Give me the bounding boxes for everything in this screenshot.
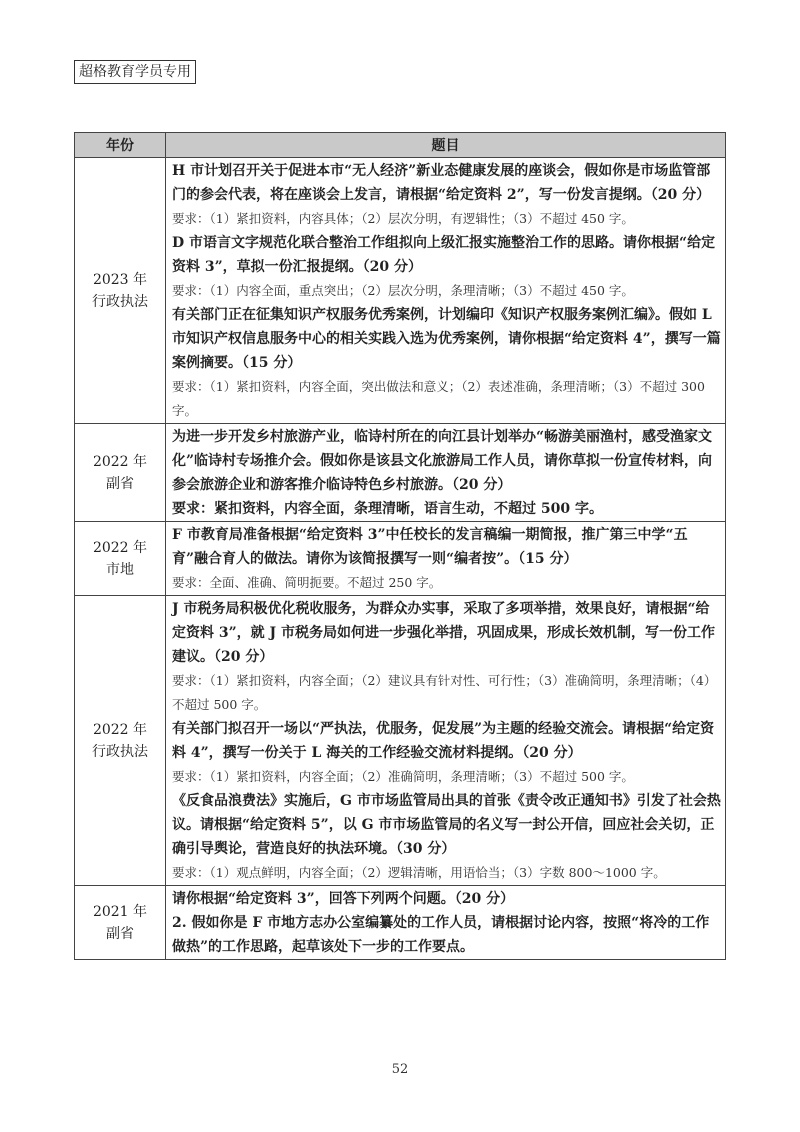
question-text: 2. 假如你是 F 市地方志办公室编纂处的工作人员，请根据讨论内容，按照“将冷的工作做热”的工作思路，起草该处下一步的工作要点。 <box>172 915 710 955</box>
question-text: D 市语言文字规范化联合整治工作组拟向上级汇报实施整治工作的思路。请你根据“给定资料 3”，草拟一份汇报提纲。（20 分） <box>172 235 716 275</box>
question-text: 要求：紧扣资料，内容全面，条理清晰，语言生动，不超过 500 字。 <box>172 501 603 517</box>
year-cell <box>75 596 166 886</box>
question-requirements: 要求：（1）紧扣资料，内容全面，突出做法和意义；（2）表述准确，条理清晰；（3）不超过 300 字。 <box>172 379 705 418</box>
question-text: F 市教育局准备根据“给定资料 3”中任校长的发言稿编一期简报，推广第三中学“五育”融合育人的做法。请你为该简报撰写一则“编者按”。（15 分） <box>172 527 688 567</box>
year-cell <box>75 886 166 960</box>
question-cell <box>166 886 726 960</box>
year-label: 2021 年 <box>92 903 148 920</box>
year-label: 2022 年 <box>92 539 148 556</box>
question-requirements: 要求：（1）观点鲜明，内容全面；（2）逻辑清晰，用语恰当；（3）字数 800～1000 字。 <box>172 865 666 880</box>
table-row <box>75 158 726 424</box>
question-cell <box>166 596 726 886</box>
question-text: 请你根据“给定资料 3”，回答下列两个问题。（20 分） <box>172 891 515 907</box>
question-text: 《反食品浪费法》实施后，G 市市场监管局出具的首张《责令改正通知书》引发了社会热议。请根据“给定资料 5”，以 G 市市场监管局的名义写一封公开信，回应社会关切，正确引导舆论，营造良好的执法环境。（30 分） <box>172 793 721 857</box>
question-text: 有关部门正在征集知识产权服务优秀案例，计划编印《知识产权服务案例汇编》。假如 L 市知识产权信息服务中心的相关实践入选为优秀案例，请你根据“给定资料 4”，撰写一篇案例摘要。（15 分） <box>172 307 721 371</box>
question-text: J 市税务局积极优化税收服务，为群众办实事，采取了多项举措，效果良好，请根据“给定资料 3”，就 J 市税务局如何进一步强化举措，巩固成果，形成长效机制，写一份工作建议。（20 分） <box>172 601 716 665</box>
questions-table <box>74 132 726 960</box>
question-cell <box>166 158 726 424</box>
table-row <box>75 424 726 522</box>
question-text: 为进一步开发乡村旅游产业，临诗村所在的向江县计划举办“畅游美丽渔村，感受渔家文化”临诗村专场推介会。假如你是该县文化旅游局工作人员，请你草拟一份宣传材料，向参会旅游企业和游客推介临诗特色乡村旅游。（20 分） <box>172 429 713 493</box>
table-row <box>75 522 726 596</box>
question-text: H 市计划召开关于促进本市“无人经济”新业态健康发展的座谈会，假如你是市场监管部门的参会代表，将在座谈会上发言，请根据“给定资料 2”，写一份发言提纲。（20 分） <box>172 163 711 203</box>
table-row <box>75 886 726 960</box>
exam-category: 副省 <box>106 925 134 942</box>
question-requirements: 要求：（1）内容全面，重点突出；（2）层次分明，条理清晰；（3）不超过 450 字。 <box>172 283 634 298</box>
question-requirements: 要求：（1）紧扣资料，内容具体；（2）层次分明，有逻辑性；（3）不超过 450 字。 <box>172 211 634 226</box>
table-row <box>75 596 726 886</box>
exam-category: 行政执法 <box>92 293 148 310</box>
page-number: 52 <box>391 1062 409 1077</box>
year-cell <box>75 522 166 596</box>
header-topic: 题目 <box>166 133 726 158</box>
question-requirements: 要求：（1）紧扣资料，内容全面；（2）准确简明，条理清晰；（3）不超过 500 字。 <box>172 769 634 784</box>
exam-category: 行政执法 <box>92 743 148 760</box>
year-cell <box>75 424 166 522</box>
table-body <box>75 158 726 960</box>
question-requirements: 要求：全面、准确、简明扼要。不超过 250 字。 <box>172 575 442 590</box>
year-label: 2022 年 <box>92 721 148 738</box>
header-tag: 超格教育学员专用 <box>74 60 196 84</box>
table-header-row <box>75 133 726 158</box>
header-year: 年份 <box>75 133 166 158</box>
question-cell <box>166 424 726 522</box>
year-label: 2022 年 <box>92 453 148 470</box>
question-requirements: 要求：（1）紧扣资料，内容全面；（2）建议具有针对性、可行性；（3）准确简明，条理清晰；（4）不超过 500 字。 <box>172 673 717 712</box>
year-cell <box>75 158 166 424</box>
question-cell <box>166 522 726 596</box>
exam-category: 副省 <box>106 475 134 492</box>
year-label: 2023 年 <box>92 271 148 288</box>
exam-category: 市地 <box>106 561 134 578</box>
question-text: 有关部门拟召开一场以“严执法，优服务，促发展”为主题的经验交流会。请根据“给定资料 4”，撰写一份关于 L 海关的工作经验交流材料提纲。（20 分） <box>172 721 715 761</box>
